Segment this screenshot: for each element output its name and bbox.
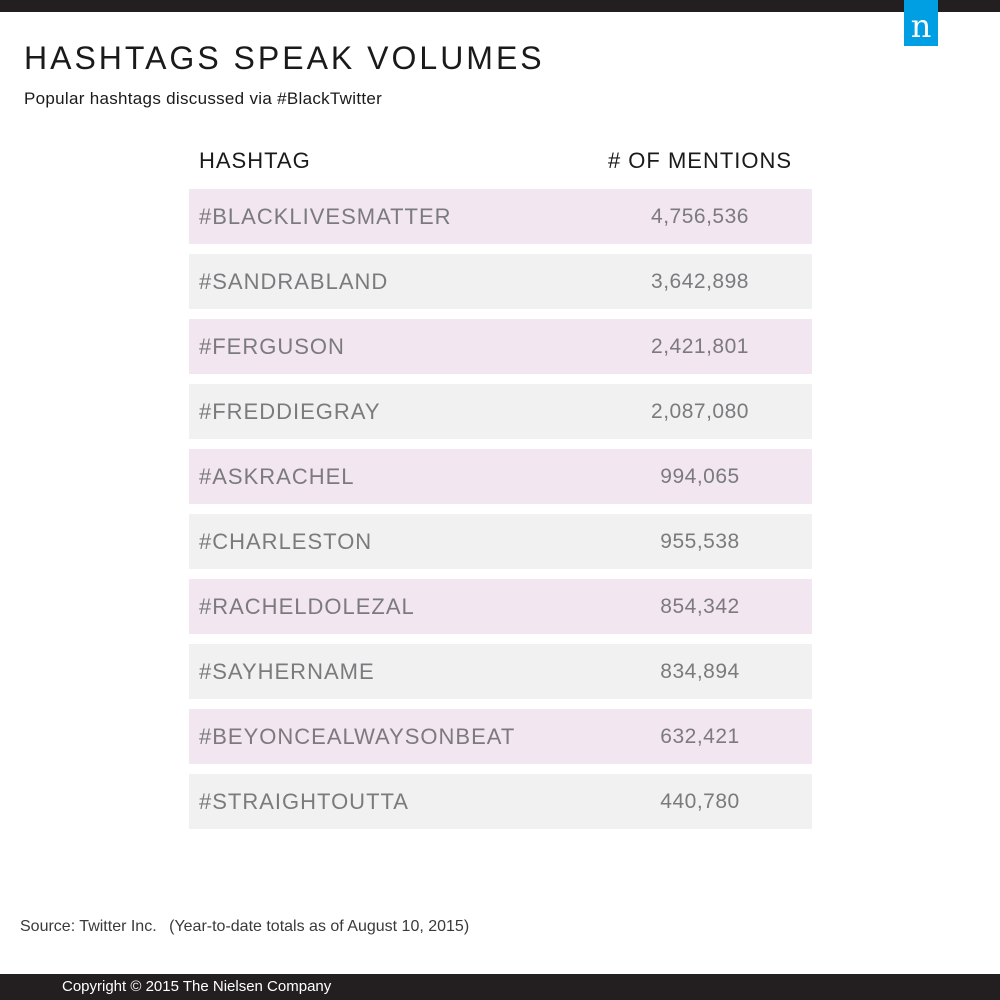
hashtag-cell: #SAYHERNAME: [199, 659, 375, 684]
hashtag-cell: #BEYONCEALWAYSONBEAT: [199, 724, 516, 749]
table-row: [189, 254, 812, 309]
table-row: [189, 189, 812, 244]
mentions-cell: 632,421: [660, 725, 740, 748]
table-row: [189, 644, 812, 699]
hashtag-cell: #STRAIGHTOUTTA: [199, 789, 409, 814]
mentions-cell: 834,894: [660, 660, 740, 683]
mentions-cell: 994,065: [660, 465, 740, 488]
mentions-cell: 854,342: [660, 595, 740, 618]
hashtag-cell: #FERGUSON: [199, 334, 345, 359]
copyright-text: Copyright © 2015 The Nielsen Company: [62, 978, 332, 995]
table-row: [189, 514, 812, 569]
hashtag-cell: #SANDRABLAND: [199, 269, 389, 294]
table-row: [189, 384, 812, 439]
hashtag-cell: #CHARLESTON: [199, 529, 373, 554]
mentions-cell: 2,087,080: [651, 400, 749, 423]
mentions-cell: 955,538: [660, 530, 740, 553]
mentions-cell: 3,642,898: [651, 270, 749, 293]
nielsen-logo: [904, 0, 938, 46]
source-line: [20, 918, 469, 936]
table-row: [189, 774, 812, 829]
page-subtitle: Popular hashtags discussed via #BlackTwitter: [24, 89, 383, 108]
mentions-cell: 2,421,801: [651, 335, 749, 358]
hashtag-cell: #FREDDIEGRAY: [199, 399, 381, 424]
header-hashtag: HASHTAG: [199, 148, 311, 173]
hashtag-cell: #RACHELDOLEZAL: [199, 594, 415, 619]
hashtag-cell: #ASKRACHEL: [199, 464, 355, 489]
mentions-cell: 440,780: [660, 790, 740, 813]
header-mentions: # OF MENTIONS: [607, 148, 793, 173]
table-row: [189, 579, 812, 634]
hashtag-cell: #BLACKLIVESMATTER: [199, 204, 452, 229]
footer-bar: [0, 974, 1000, 1000]
page-title: HASHTAGS SPEAK VOLUMES: [24, 40, 545, 76]
mentions-cell: 4,756,536: [651, 205, 749, 228]
logo-letter: n: [910, 7, 932, 45]
table-row: [189, 319, 812, 374]
source-note: (Year-to-date totals as of August 10, 2015): [169, 918, 470, 935]
table-row: [189, 449, 812, 504]
hashtag-table: [189, 140, 812, 814]
source-label: Source: Twitter Inc.: [20, 918, 157, 935]
top-bar: [0, 0, 1000, 12]
table-header-row: [189, 140, 812, 182]
table-row: [189, 709, 812, 764]
